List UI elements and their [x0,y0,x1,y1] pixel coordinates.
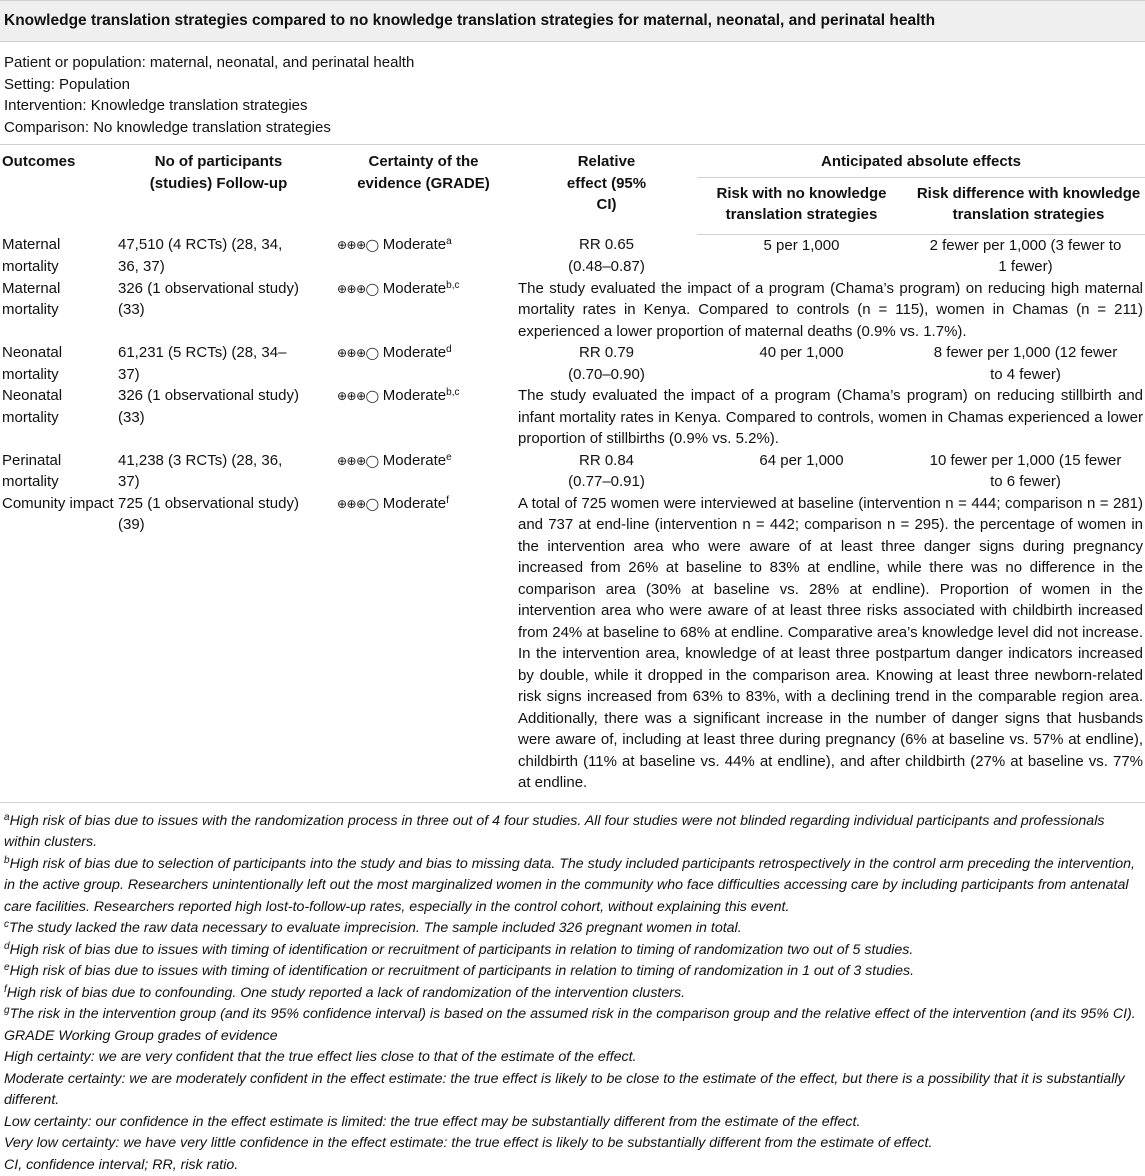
certainty-label: Moderate [383,344,446,361]
footnote-text: High certainty: we are very confident that the true effect lies close to that of the estimate of the effect. [4,1049,636,1065]
table-row [0,342,1145,385]
footnote-marker: e [446,452,452,463]
table-context [0,42,1145,145]
certainty-symbol-icon: ⊕⊕⊕◯ [337,454,379,468]
footnote-text: High risk of bias due to issues with timing of identification or recruitment of participants in relation to timing of randomization two out of 5 studies. [10,942,914,958]
certainty-symbol-icon: ⊕⊕⊕◯ [337,282,379,296]
footnote [4,1112,1141,1134]
certainty-cell [331,450,516,493]
summary-of-findings-table [0,145,1145,803]
certainty-symbol-icon: ⊕⊕⊕◯ [337,497,379,511]
certainty-label: Moderate [383,387,446,404]
certainty-symbol-icon: ⊕⊕⊕◯ [337,238,379,252]
footnote-marker: e [4,962,10,973]
footnote-marker: c [4,919,9,930]
footnote-marker: g [4,1005,10,1016]
header-outcomes: Outcomes [0,145,116,234]
risk-difference-cell: 8 fewer per 1,000 (12 fewer to 4 fewer) [906,342,1145,385]
footnote [4,1155,1141,1176]
header-relative-effect: Relative effect (95% CI) [516,145,697,234]
outcome-cell: Maternal mortality [0,234,116,278]
table-body [0,234,1145,802]
certainty-cell [331,385,516,450]
certainty-cell [331,493,516,803]
relative-effect-cell: RR 0.65 (0.48–0.87) [516,234,697,278]
certainty-label: Moderate [383,495,446,512]
footnote-marker: a [4,812,10,823]
context-setting: Setting: Population [4,74,1141,96]
footnote [4,983,1141,1005]
certainty-cell [331,278,516,343]
participants-cell: 47,510 (4 RCTs) (28, 34, 36, 37) [116,234,331,278]
footnote-marker: f [4,984,7,995]
context-intervention: Intervention: Knowledge translation strategies [4,95,1141,117]
footnote [4,811,1141,854]
footnote-marker: a [446,236,452,247]
footnote [4,940,1141,962]
header-participants: No of participants (studies) Follow-up [116,145,331,234]
footnote [4,1004,1141,1026]
narrative-cell: A total of 725 women were interviewed at baseline (intervention n = 444; comparison n = 281) and 737 at end-line (intervention n = 442; comparison n = 295). the percentage of women in the intervention area who were aware of at least three danger signs during pregnancy increased from 26% at baseline to 83% at endline, while there was no difference in the comparison area (30% at baseline vs. 28% at endline). Proportion of women in the intervention area who were aware of at least three risks associated with childbirth increased from 24% at baseline to 68% at endline. Comparative area’s knowledge level did not increase. In the intervention area, knowledge of at least three postpartum danger indicators increased by double, while it dropped in the comparison area. Knowing at least three newborn-related risk signs increased from 63% to 83%, with a declining trend in the comparable region area. Additionally, there was a significant increase in the number of danger signs that husbands were aware of, including at least three during pregnancy (6% at baseline vs. 57% at endline), childbirth (11% at baseline vs. 44% at endline), and after childbirth (27% at baseline vs. 77% at endline. [516,493,1145,803]
outcome-cell: Maternal mortality [0,278,116,343]
participants-cell: 61,231 (5 RCTs) (28, 34–37) [116,342,331,385]
header-anticipated-effects: Anticipated absolute effects [697,145,1145,177]
risk-no-kt-cell: 40 per 1,000 [697,342,906,385]
header-risk-no-kt: Risk with no knowledge translation strategies [697,177,906,234]
footnote-text: High risk of bias due to confounding. One study reported a lack of randomization of the intervention clusters. [7,985,685,1001]
footnote [4,1069,1141,1112]
footnote [4,854,1141,919]
risk-difference-cell: 10 fewer per 1,000 (15 fewer to 6 fewer) [906,450,1145,493]
header-risk-difference: Risk difference with knowledge translation strategies [906,177,1145,234]
participants-cell: 725 (1 observational study) (39) [116,493,331,803]
certainty-label: Moderate [383,452,446,469]
risk-difference-cell: 2 fewer per 1,000 (3 fewer to 1 fewer) [906,234,1145,278]
footnote [4,918,1141,940]
footnote-text: The study lacked the raw data necessary to evaluate imprecision. The sample included 326 pregnant women in total. [9,920,742,936]
footnote-marker: b,c [446,387,459,398]
certainty-cell [331,234,516,278]
footnote-text: Very low certainty: we have very little confidence in the effect estimate: the true effect is likely to be substantially different from the estimate of effect. [4,1135,932,1151]
footnote-text: CI, confidence interval; RR, risk ratio. [4,1157,238,1173]
header-certainty: Certainty of the evidence (GRADE) [331,145,516,234]
participants-cell: 326 (1 observational study) (33) [116,385,331,450]
risk-no-kt-cell: 5 per 1,000 [697,234,906,278]
footnote-marker: d [4,941,10,952]
footnote-text: High risk of bias due to issues with the randomization process in three out of 4 four studies. All four studies were not blinded regarding individual participants and professionals within clusters. [4,813,1104,851]
footnote-marker: d [446,344,452,355]
narrative-cell: The study evaluated the impact of a program (Chama’s program) on reducing high maternal mortality rates in Kenya. Compared to controls (n = 115), women in Chamas (n = 211) experienced a lower proportion of maternal deaths (0.9% vs. 1.7%). [516,278,1145,343]
footnote-text: Low certainty: our confidence in the effect estimate is limited: the true effect may be substantially different from the estimate of the effect. [4,1114,860,1130]
table-title: Knowledge translation strategies compared to no knowledge translation strategies for maternal, neonatal, and perinatal health [0,0,1145,42]
footnote-text: High risk of bias due to issues with timing of identification or recruitment of participants in relation to timing of randomization in 1 out of 3 studies. [10,963,915,979]
footnotes [0,803,1145,1176]
table-row [0,493,1145,803]
footnote-marker: b [4,855,10,866]
certainty-label: Moderate [383,280,446,297]
certainty-symbol-icon: ⊕⊕⊕◯ [337,389,379,403]
participants-cell: 41,238 (3 RCTs) (28, 36, 37) [116,450,331,493]
footnote-marker: b,c [446,280,459,291]
footnote [4,1026,1141,1048]
table-row [0,234,1145,278]
relative-effect-cell: RR 0.79 (0.70–0.90) [516,342,697,385]
footnote-text: The risk in the intervention group (and its 95% confidence interval) is based on the assumed risk in the comparison group and the relative effect of the intervention (and its 95% CI). [10,1006,1136,1022]
footnote-marker: f [446,495,449,506]
context-comparison: Comparison: No knowledge translation strategies [4,117,1141,139]
outcome-cell: Comunity impact [0,493,116,803]
narrative-cell: The study evaluated the impact of a program (Chama’s program) on reducing stillbirth and infant mortality rates in Kenya. Compared to controls, women in Chamas experienced a lower proportion of stillbirths (0.9% vs. 5.2%). [516,385,1145,450]
footnote [4,1047,1141,1069]
footnote [4,961,1141,983]
outcome-cell: Perinatal mortality [0,450,116,493]
footnote [4,1133,1141,1155]
table-row [0,278,1145,343]
certainty-cell [331,342,516,385]
footnote-text: High risk of bias due to selection of participants into the study and bias to missing data. The study included participants retrospectively in the control arm preceding the intervention, in the active group. Researchers unintentionally left out the most marginalized women in the community who face difficulties accessing care by including participants from antenatal care facilities. Researchers reported high lost-to-follow-up rates, especially in the control cohort, without explaining this event. [4,856,1135,915]
risk-no-kt-cell: 64 per 1,000 [697,450,906,493]
certainty-symbol-icon: ⊕⊕⊕◯ [337,346,379,360]
table-row [0,450,1145,493]
footnote-text: Moderate certainty: we are moderately confident in the effect estimate: the true effect is likely to be close to the estimate of the effect, but there is a possibility that it is substantially different. [4,1071,1125,1109]
certainty-label: Moderate [383,236,446,253]
participants-cell: 326 (1 observational study) (33) [116,278,331,343]
table-row [0,385,1145,450]
outcome-cell: Neonatal mortality [0,342,116,385]
context-population: Patient or population: maternal, neonatal, and perinatal health [4,52,1141,74]
footnote-text: GRADE Working Group grades of evidence [4,1028,278,1044]
outcome-cell: Neonatal mortality [0,385,116,450]
relative-effect-cell: RR 0.84 (0.77–0.91) [516,450,697,493]
